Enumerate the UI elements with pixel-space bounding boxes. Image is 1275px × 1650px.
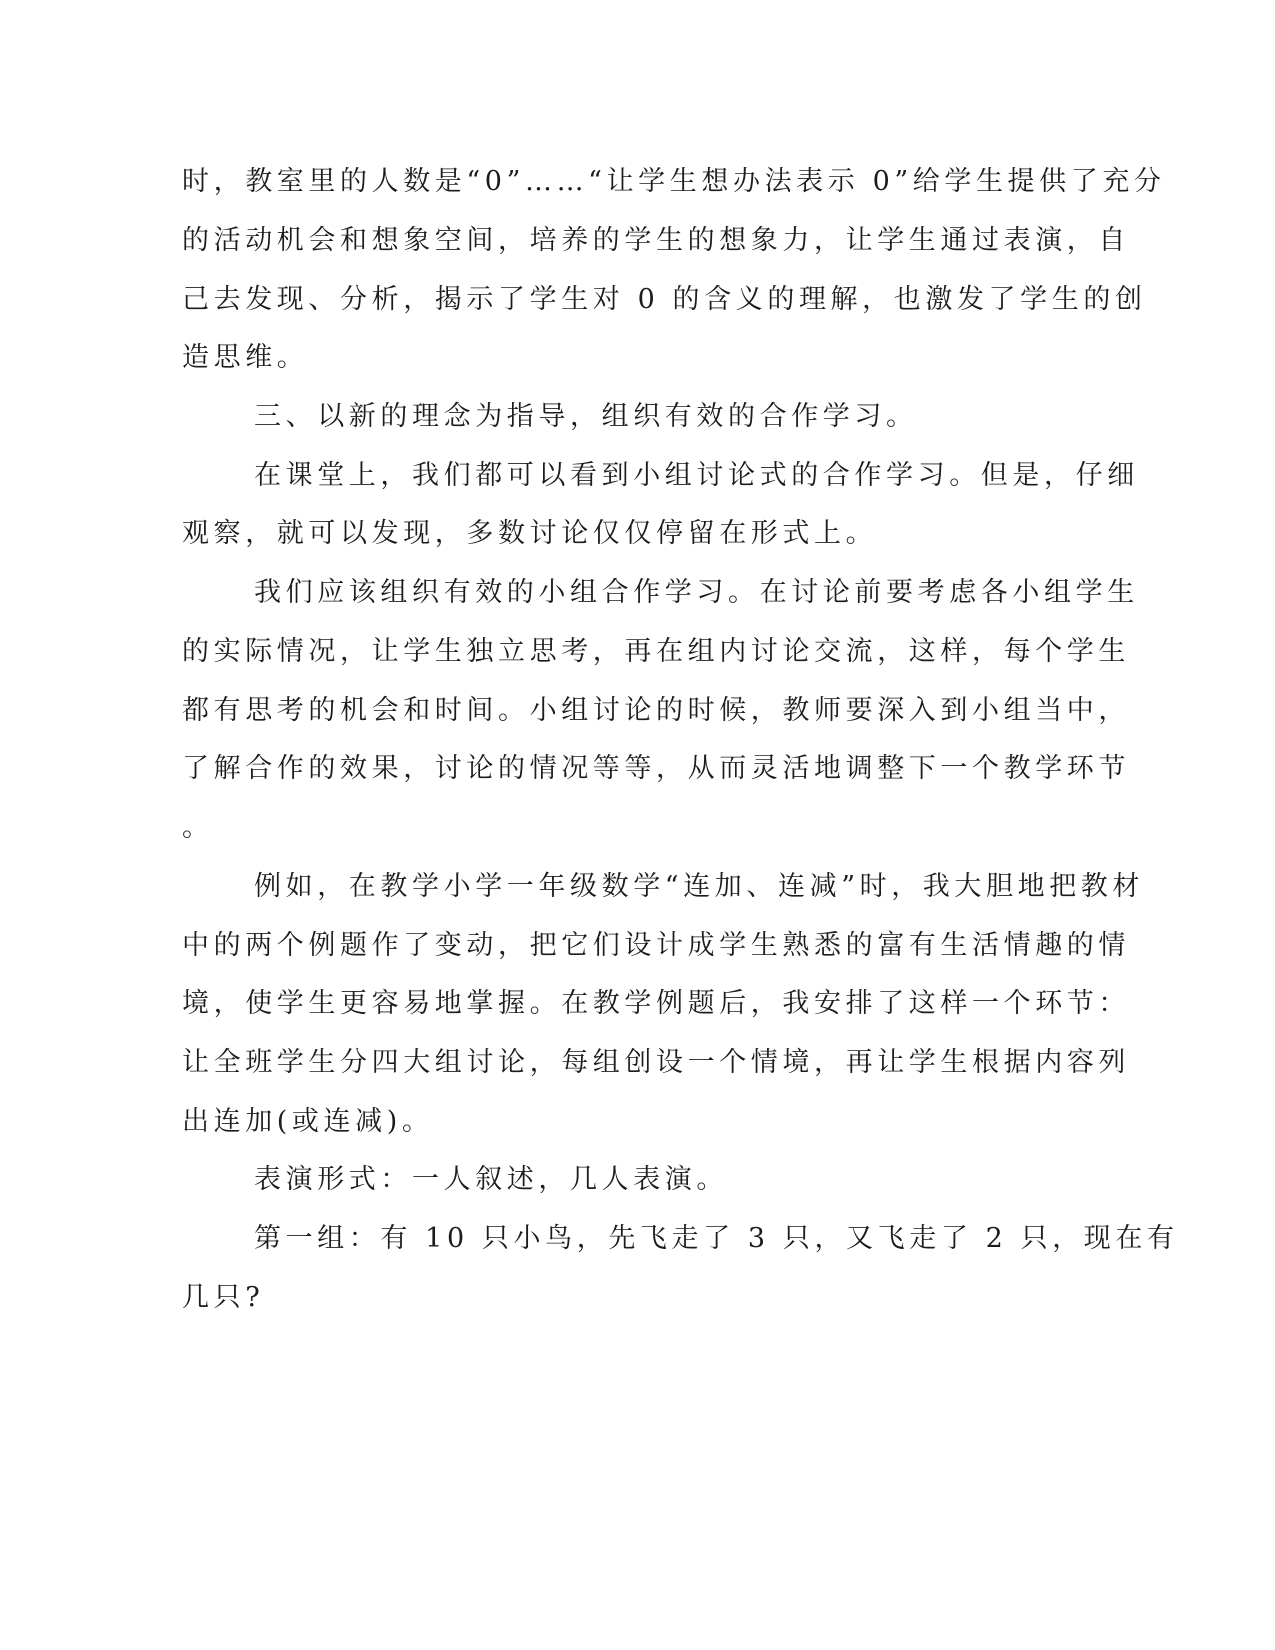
text-line-6: 在课堂上，我们都可以看到小组讨论式的合作学习。但是，仔细 (254, 460, 1139, 491)
text-line-15: 境，使学生更容易地掌握。在教学例题后，我安排了这样一个环节： (182, 988, 1130, 1019)
text-line-8: 我们应该组织有效的小组合作学习。在讨论前要考虑各小组学生 (254, 577, 1139, 608)
text-line-18: 表演形式：一人叙述，几人表演。 (254, 1164, 728, 1195)
text-line-1: 时，教室里的人数是“0”……“让学生想办法表示 0”给学生提供了充分 (182, 166, 1166, 197)
text-line-20: 几只? (182, 1282, 265, 1313)
text-line-11: 了解合作的效果，讨论的情况等等，从而灵活地调整下一个教学环节 (182, 753, 1130, 784)
text-line-19: 第一组：有 10 只小鸟，先飞走了 3 只，又飞走了 2 只，现在有 (254, 1223, 1179, 1254)
text-line-2: 的活动机会和想象空间，培养的学生的想象力，让学生通过表演，自 (182, 225, 1130, 256)
text-line-10: 都有思考的机会和时间。小组讨论的时候，教师要深入到小组当中， (182, 695, 1130, 726)
text-line-3: 己去发现、分析，揭示了学生对 0 的含义的理解，也激发了学生的创 (182, 284, 1147, 315)
text-line-17: 出连加(或连减)。 (182, 1106, 434, 1137)
text-line-12: 。 (182, 812, 214, 843)
section-heading: 三、以新的理念为指导，组织有效的合作学习。 (254, 401, 918, 432)
text-line-16: 让全班学生分四大组讨论，每组创设一个情境，再让学生根据内容列 (182, 1047, 1130, 1078)
text-line-13: 例如，在教学小学一年级数学“连加、连减”时，我大胆地把教材 (254, 871, 1145, 902)
text-line-4: 造思维。 (182, 342, 309, 373)
text-line-14: 中的两个例题作了变动，把它们设计成学生熟悉的富有生活情趣的情 (182, 930, 1130, 961)
text-line-9: 的实际情况，让学生独立思考，再在组内讨论交流，这样，每个学生 (182, 636, 1130, 667)
text-line-7: 观察，就可以发现，多数讨论仅仅停留在形式上。 (182, 518, 878, 549)
